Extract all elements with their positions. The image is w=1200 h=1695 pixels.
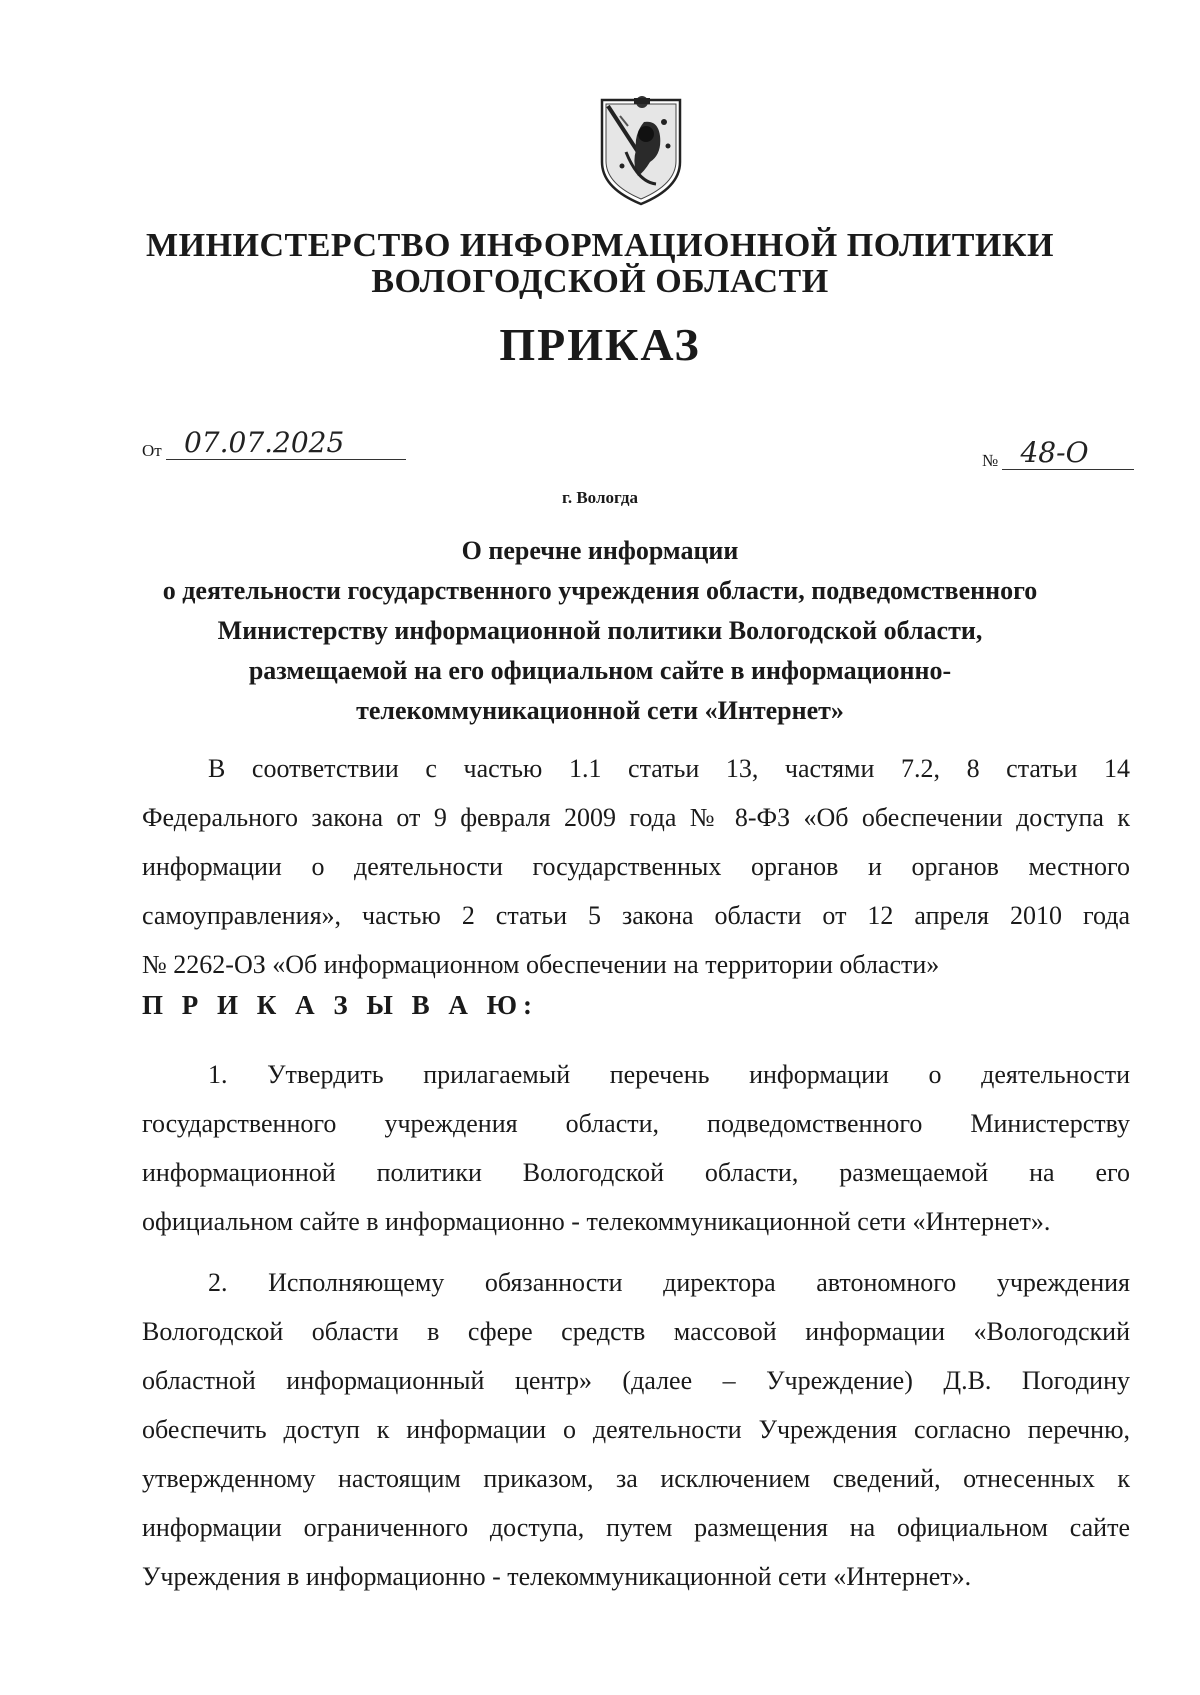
item-1-line: 1. Утвердить прилагаемый перечень информации о деятельности [208, 1060, 1130, 1089]
order-heading: П Р И К А З Ы В А Ю: [142, 990, 538, 1020]
ministry-name-line1: МИНИСТЕРСТВО ИНФОРМАЦИОННОЙ ПОЛИТИКИ [146, 227, 1054, 264]
item-1-line: информационной политики Вологодской области, размещаемой на его [142, 1158, 1130, 1187]
item-2-line: обеспечить доступ к информации о деятельности Учреждения согласно перечню, [142, 1415, 1130, 1444]
item-1-line: официальном сайте в информационно - телекоммуникационной сети «Интернет». [142, 1207, 1051, 1236]
preamble-line: № 2262-ОЗ «Об информационном обеспечении на территории области» [142, 950, 940, 979]
item-2-line: 2. Исполняющему обязанности директора автономного учреждения [208, 1268, 1130, 1297]
preamble-line: Федерального закона от 9 февраля 2009 года № 8-ФЗ «Об обеспечении доступа к [142, 803, 1130, 832]
subject-line: о деятельности государственного учреждения области, подведомственного [162, 576, 1038, 605]
subject-line: размещаемой на его официальном сайте в информационно- [248, 656, 952, 685]
ministry-name-line2: ВОЛОГОДСКОЙ ОБЛАСТИ [371, 263, 829, 300]
preamble-line: В соответствии с частью 1.1 статьи 13, частями 7.2, 8 статьи 14 [208, 754, 1130, 783]
subject-line: телекоммуникационной сети «Интернет» [356, 696, 844, 725]
date-label: От [142, 441, 162, 460]
item-2-line: Учреждения в информационно - телекоммуникационной сети «Интернет». [142, 1562, 972, 1591]
subject-line: О перечне информации [461, 536, 739, 565]
document-type-title: ПРИКАЗ [499, 319, 701, 370]
number-label: № [982, 451, 999, 470]
preamble-line: самоуправления», частью 2 статьи 5 закона области от 12 апреля 2010 года [142, 901, 1130, 930]
city-name: г. Вологда [562, 488, 638, 507]
date-value: 07.07.2025 [166, 426, 406, 460]
number-field [982, 436, 1134, 474]
item-2-line: Вологодской области в сфере средств массовой информации «Вологодский [142, 1317, 1130, 1346]
number-value: 48-О [1002, 436, 1134, 470]
item-2-line: утвержденному настоящим приказом, за исключением сведений, отнесенных к [142, 1464, 1130, 1493]
coat-of-arms-icon [598, 92, 684, 206]
date-field [142, 426, 406, 464]
item-2-line: информации ограниченного доступа, путем размещения на официальном сайте [142, 1513, 1130, 1542]
item-2-line: областной информационный центр» (далее – Учреждение) Д.В. Погодину [142, 1366, 1130, 1395]
subject-line: Министерству информационной политики Вологодской области, [217, 616, 983, 645]
preamble-line: информации о деятельности государственных органов и органов местного [142, 852, 1130, 881]
item-1-line: государственного учреждения области, подведомственного Министерству [142, 1109, 1130, 1138]
